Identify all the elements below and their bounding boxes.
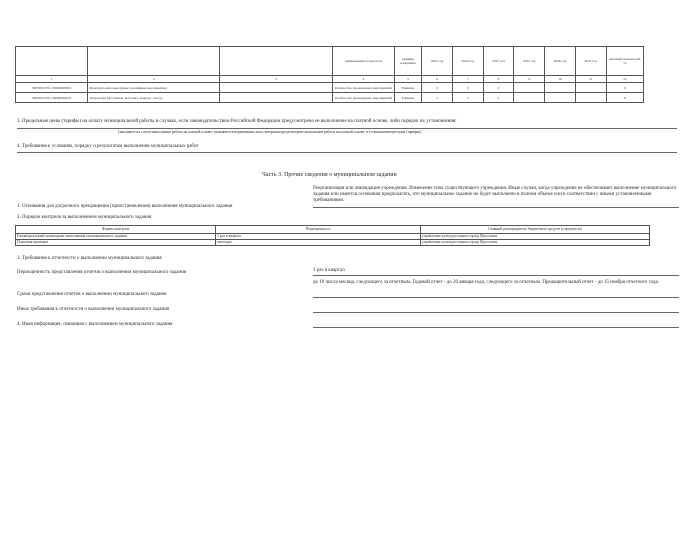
year-header: 2027 год	[575, 47, 606, 76]
column-number: 3	[220, 76, 333, 83]
work-conditions	[220, 83, 333, 93]
value-cell: 5	[452, 93, 483, 103]
year-header: 2025 год	[422, 47, 453, 76]
deadline-value: до 10 числа месяца, следующего за отчетным. Годовой отчет - до 20 января года, следующего за отчетным. Предварительный отчет - до 15 ноября отчетного года.	[313, 280, 659, 285]
reporting-heading: 3. Требования к отчетности о выполнении муниципального задания	[17, 256, 162, 261]
value-cell	[514, 93, 545, 103]
deadline-label: Сроки представления отчетов о выполнении муниципального задания	[17, 292, 167, 297]
table-row	[16, 93, 644, 103]
part3-title: Часть 3. Прочие сведения о муниципальном задании	[262, 172, 397, 178]
value-cell: 0	[452, 83, 483, 93]
header-cell: Формы контроля	[16, 226, 216, 234]
header-cell: значений показателей, %	[606, 47, 643, 76]
column-number: 12	[606, 76, 643, 83]
header-cell: Главный распорядитель бюджетных средств (учредитель)	[421, 226, 650, 234]
control-table	[15, 225, 650, 246]
periodicity-label: Периодичность представления отчетов о выполнении муниципального задания	[17, 270, 187, 275]
unit: Единица	[394, 93, 421, 103]
header-cell: единица измерения	[394, 47, 421, 76]
control-form: Ежеквартальный мониторинг выполнения муниципального задания	[16, 234, 216, 240]
value-cell: 2	[422, 93, 453, 103]
divider	[313, 327, 679, 328]
registry-code: 900Т00 Р.76.1 00000003001	[16, 83, 88, 93]
column-number: 1	[16, 76, 88, 83]
divider	[313, 207, 679, 208]
section3-note: (заполняется в случае выполнения работы на платной основе; указываются нормативные акты, которыми предусмотрено выполнение работы на платной основе, и устанавливающие цены (тарифы))	[118, 130, 422, 134]
table-header-row	[16, 226, 650, 234]
value-cell	[545, 83, 576, 93]
value-cell	[575, 93, 606, 103]
column-number: 8	[483, 76, 514, 83]
column-number: 11	[575, 76, 606, 83]
registry-code: 900Т00 Р.76.1 00000004001	[16, 93, 88, 103]
column-number: 7	[452, 76, 483, 83]
grounds-value: Реорганизация или ликвидация учреждения. Изменение типа существующего учреждения. Иные случаи, когда учреждение не обеспечивает выполнение муниципального задания или имеется основания предполагать, что муниципальное задание не будет выполнено в полном объеме или в соответствии с иными установленными требованиями.	[313, 186, 677, 203]
header-cell	[88, 47, 220, 76]
deviation-cell: 0	[606, 83, 643, 93]
other-info-label: 4. Иная информация, связанная с выполнением муниципального задания	[17, 322, 173, 327]
control-period: ежегодно	[216, 240, 421, 246]
divider	[313, 297, 679, 298]
periodicity-value: 1 раз в квартал	[313, 268, 345, 273]
grounds-label: 1. Основания для досрочного прекращения (приостановления) выполнения муниципального задания	[17, 204, 233, 209]
value-cell: 5	[483, 93, 514, 103]
column-number: 5	[394, 76, 421, 83]
column-number: 4	[333, 76, 394, 83]
divider	[313, 312, 679, 313]
section3-text: 3. Предельные цены (тарифы) на оплату муниципальной работы в случаях, если законодательством Российской Федерации предусмотрено ее выполнение на платной основе, либо порядок их установления:	[17, 119, 457, 124]
indicator-table	[15, 46, 644, 103]
divider	[313, 275, 679, 276]
table-row	[16, 240, 650, 246]
table-row	[16, 83, 644, 93]
indicator-name: Количество проведенных мероприятий	[333, 83, 394, 93]
value-cell	[545, 93, 576, 103]
year-header: 2027 год	[483, 47, 514, 76]
column-number: 9	[514, 76, 545, 83]
work-content: Творческих (фестиваль, выставка, конкурс, смотр)	[88, 93, 220, 103]
control-period: 1 раз в квартал	[216, 234, 421, 240]
value-cell	[575, 83, 606, 93]
unit: Единица	[394, 83, 421, 93]
header-cell: Периодичность	[216, 226, 421, 234]
work-content: Культурно-массовых (иные зрелищные мероприятия)	[88, 83, 220, 93]
value-cell	[514, 83, 545, 93]
indicator-name: Количество проведенных мероприятий	[333, 93, 394, 103]
value-cell: 3	[422, 83, 453, 93]
deviation-cell: 0	[606, 93, 643, 103]
section4-text: 4. Требования к условиям, порядку и результатам выполнения муниципальных работ	[17, 144, 199, 149]
value-cell: 0	[483, 83, 514, 93]
other-requirements-label: Иные требования к отчетности о выполнении муниципального задания	[17, 307, 170, 312]
column-number: 10	[545, 76, 576, 83]
year-header: 2026 год	[452, 47, 483, 76]
control-authority: управление культуры мэрии города Ярославля	[421, 234, 650, 240]
table-header-row	[16, 47, 644, 76]
control-form: Плановая проверка	[16, 240, 216, 246]
header-cell	[16, 47, 88, 76]
column-number: 2	[88, 76, 220, 83]
header-cell: наименование показателя	[333, 47, 394, 76]
control-authority: управление культуры мэрии города Ярославля	[421, 240, 650, 246]
column-number-row	[16, 76, 644, 83]
column-number: 6	[422, 76, 453, 83]
divider	[17, 128, 677, 129]
year-header: 2025 год	[514, 47, 545, 76]
work-conditions	[220, 93, 333, 103]
header-cell	[220, 47, 333, 76]
control-label: 2. Порядок контроля за выполнением муниципального задания	[17, 215, 152, 220]
year-header: 2026 год	[545, 47, 576, 76]
divider	[17, 152, 677, 153]
